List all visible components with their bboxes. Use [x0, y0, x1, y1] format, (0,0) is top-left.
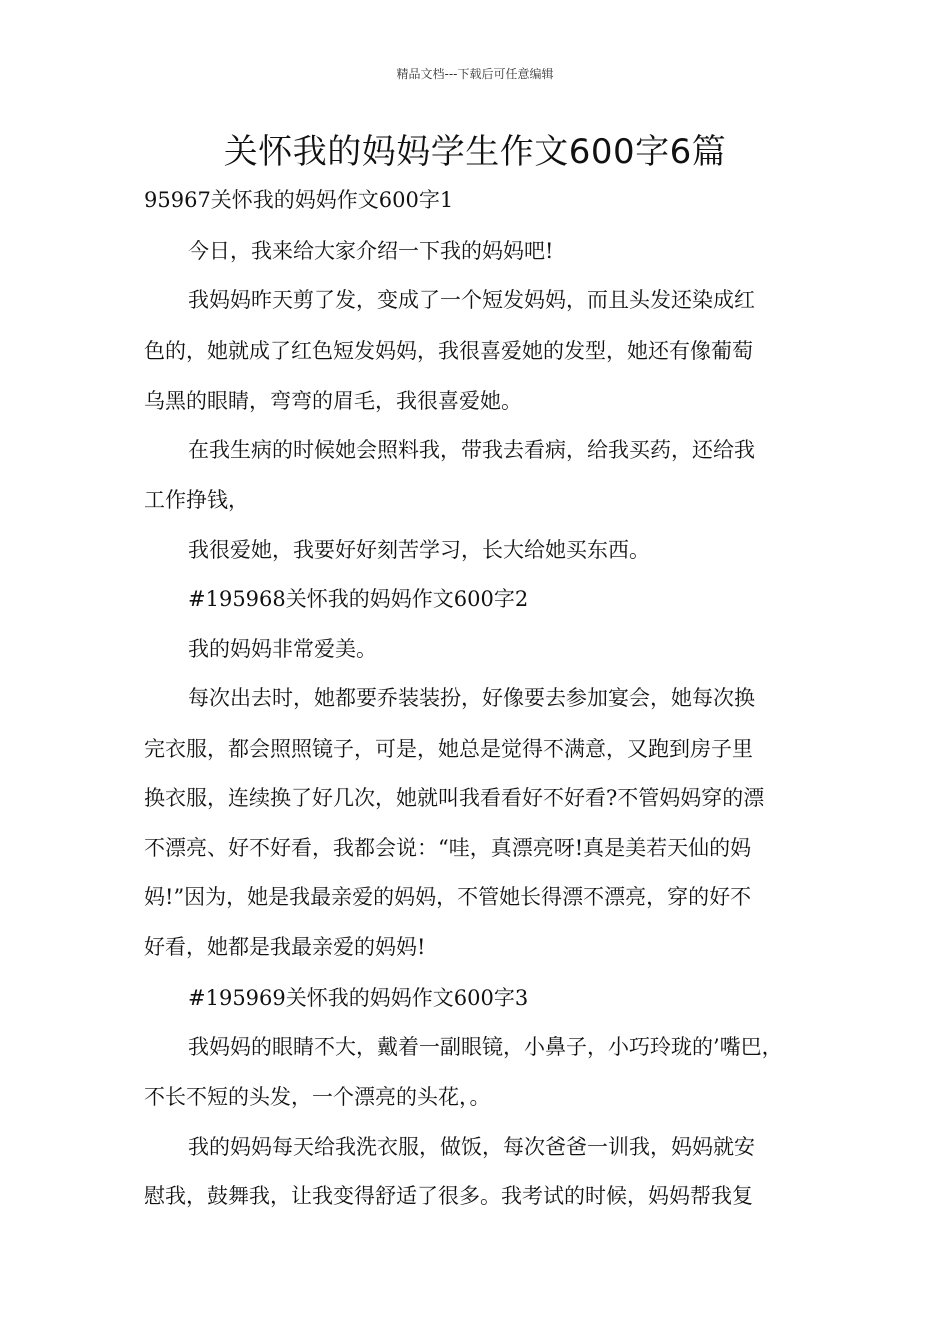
paragraph-line: 我的妈妈每天给我洗衣服，做饭，每次爸爸一训我，妈妈就安	[188, 1135, 755, 1159]
paragraph-line: 妈!”因为，她是我最亲爱的妈妈，不管她长得漂不漂亮，穿的好不	[144, 885, 752, 909]
paragraph-line: 好看，她都是我最亲爱的妈妈!	[144, 935, 426, 959]
paragraph-line: 今日，我来给大家介绍一下我的妈妈吧!	[188, 239, 554, 263]
paragraph-line: 我妈妈的眼睛不大，戴着一副眼镜，小鼻子，小巧玲珑的’嘴巴，	[188, 1035, 783, 1059]
header-note: 精品文档---下载后可任意编辑	[396, 67, 554, 81]
paragraph-line: 每次出去时，她都要乔装装扮，好像要去参加宴会，她每次换	[188, 686, 755, 710]
paragraph-line: 不长不短的头发，一个漂亮的头花，。	[144, 1085, 491, 1109]
paragraph-line: 换衣服，连续换了好几次，她就叫我看看好不好看?不管妈妈穿的漂	[144, 786, 765, 810]
paragraph-line: 色的，她就成了红色短发妈妈，我很喜爱她的发型，她还有像葡萄	[144, 339, 753, 363]
paragraph-line: 乌黑的眼睛，弯弯的眉毛，我很喜爱她。	[144, 389, 522, 413]
document-title: 关怀我的妈妈学生作文600字6篇	[223, 132, 727, 172]
paragraph-line: 我妈妈昨天剪了发，变成了一个短发妈妈，而且头发还染成红	[188, 288, 755, 312]
section-heading-3: #195969关怀我的妈妈作文600字3	[188, 986, 529, 1010]
paragraph-line: 我很爱她，我要好好刻苦学习，长大给她买东西。	[188, 538, 650, 562]
paragraph-line: 完衣服，都会照照镜子，可是，她总是觉得不满意，又跑到房子里	[144, 737, 753, 761]
paragraph-line: 我的妈妈非常爱美。	[188, 637, 377, 661]
paragraph-line: 工作挣钱，	[144, 488, 249, 512]
paragraph-line: 不漂亮、好不好看，我都会说：“哇，真漂亮呀!真是美若天仙的妈	[144, 836, 752, 860]
paragraph-line: 在我生病的时候她会照料我，带我去看病，给我买药，还给我	[188, 438, 755, 462]
section-heading-2: #195968关怀我的妈妈作文600字2	[188, 587, 529, 611]
section-heading-1: 95967关怀我的妈妈作文600字1	[144, 188, 454, 212]
paragraph-line: 慰我，鼓舞我，让我变得舒适了很多。我考试的时候，妈妈帮我复	[144, 1184, 753, 1208]
